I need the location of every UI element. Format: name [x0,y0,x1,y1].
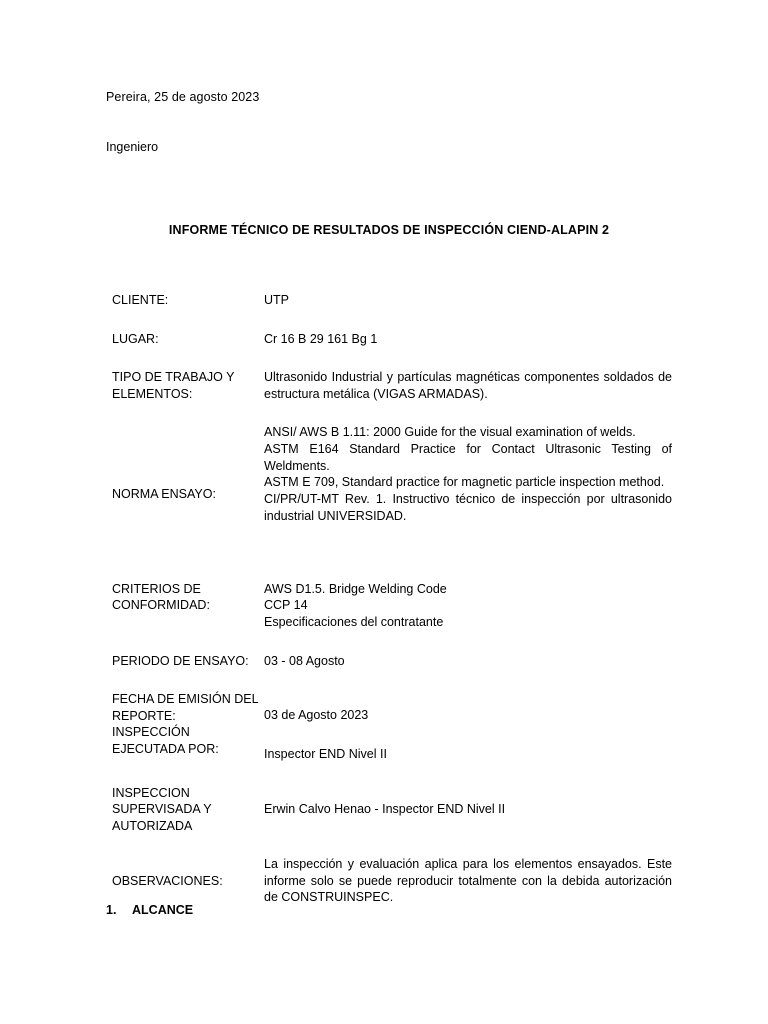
spacer-cell [112,309,264,331]
spacer-cell [264,763,672,785]
field-value-fecha-emision: 03 de Agosto 2023 [264,708,369,723]
section-number: 1. [106,903,117,917]
spacer-cell [112,347,264,369]
field-value-cliente: UTP [264,293,289,307]
table-row [112,724,672,763]
spacer [112,347,672,369]
spacer-cell [112,402,264,424]
field-label-tipo-trabajo: TIPO DE TRABAJO Y ELEMENTOS: [112,370,235,401]
field-value-tipo-trabajo: Ultrasonido Industrial y partículas magnéticas componentes soldados de estructura metálica (VIGAS ARMADAS). [264,370,672,401]
table-row [112,331,672,348]
field-label-criterios: CRITERIOS DE CONFORMIDAD: [112,581,210,612]
field-label-periodo: PERIODO DE ENSAYO: [112,653,249,668]
criterio-line-2: CCP 14 [264,598,308,613]
spacer [112,309,672,331]
spacer-cell [112,669,264,691]
table-row [112,653,672,670]
table-row [112,369,672,402]
table-row [112,424,672,525]
field-value-lugar: Cr 16 B 29 161 Bg 1 [264,331,378,346]
spacer-cell [112,525,264,581]
norma-line-2: ASTM E164 Standard Practice for Contact Ultrasonic Testing of Weldments. [264,441,672,473]
spacer [112,631,672,653]
norma-line-4: CI/PR/UT-MT Rev. 1. Instructivo técnico de inspección por ultrasonido industrial UNIVERSIDAD. [264,492,672,523]
table-row [112,856,672,906]
field-label-lugar: LUGAR: [112,331,159,346]
field-label-cliente: CLIENTE: [112,293,169,307]
criterio-line-1: AWS D1.5. Bridge Welding Code [264,581,447,596]
section-heading-alcance [106,903,193,917]
criterio-line-3: Especificaciones del contratante [264,615,444,629]
table-row [112,785,672,835]
section-title: ALCANCE [132,903,194,917]
report-info-table [112,292,672,906]
spacer-cell [264,631,672,653]
spacer-cell [264,525,672,581]
spacer-cell [112,834,264,856]
spacer [112,763,672,785]
spacer-cell [112,631,264,653]
field-label-observaciones: OBSERVACIONES: [112,873,223,888]
spacer [112,834,672,856]
table-row [112,691,672,724]
spacer-cell [264,669,672,691]
spacer-cell [112,763,264,785]
norma-line-3: ASTM E 709, Standard practice for magnetic particle inspection method. [264,475,665,490]
table-row [112,292,672,309]
field-value-periodo: 03 - 08 Agosto [264,653,345,668]
field-label-inspeccion-ejecutada: INSPECCIÓN EJECUTADA POR: [112,725,219,756]
field-value-observaciones: La inspección y evaluación aplica para los elementos ensayados. Este informe solo se puede reproducir totalmente con la debida autorización de CONSTRUINSPEC. [264,857,672,905]
spacer-cell [264,309,672,331]
spacer-cell [264,402,672,424]
field-label-fecha-emision: FECHA DE EMISIÓN DEL REPORTE: [112,692,259,723]
addressee-line: Ingeniero [106,140,159,154]
spacer [112,669,672,691]
field-value-criterios [264,581,672,631]
field-value-inspeccion-supervisada: Erwin Calvo Henao - Inspector END Nivel II [264,801,506,816]
date-line: Pereira, 25 de agosto 2023 [106,90,260,104]
table-row [112,581,672,631]
spacer [112,402,672,424]
spacer [112,525,672,581]
norma-line-1: ANSI/ AWS B 1.11: 2000 Guide for the visual examination of welds. [264,425,636,439]
page-title: INFORME TÉCNICO DE RESULTADOS DE INSPECCIÓN CIEND-ALAPIN 2 [168,223,610,237]
spacer-cell [264,834,672,856]
spacer-cell [264,347,672,369]
field-value-inspeccion-ejecutada: Inspector END Nivel II [264,747,387,762]
field-label-inspeccion-supervisada: INSPECCION SUPERVISADA Y AUTORIZADA [112,785,212,833]
field-label-norma-ensayo: NORMA ENSAYO: [112,487,216,501]
field-value-norma-ensayo [264,424,672,525]
